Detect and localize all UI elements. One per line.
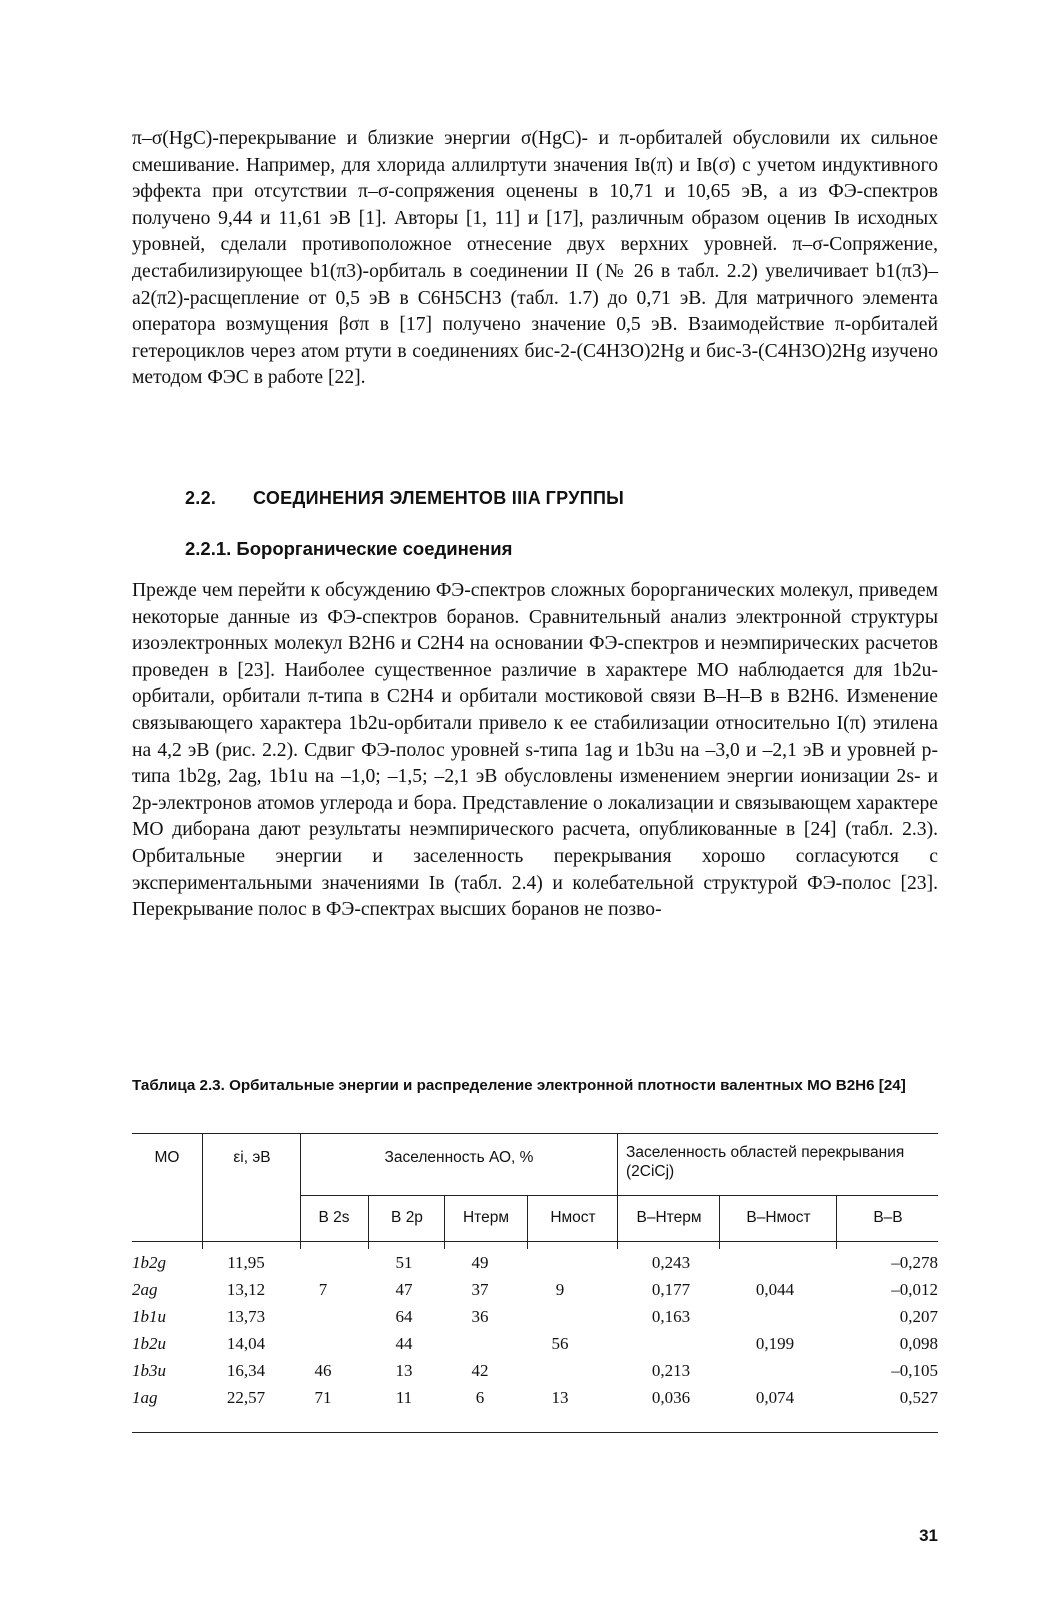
table-header-bottom-rule (132, 1241, 938, 1242)
table-col-divider (719, 1195, 720, 1249)
cell-b2p: 44 (395, 1334, 413, 1353)
cell-hmost: 56 (551, 1334, 569, 1353)
section-title: СОЕДИНЕНИЯ ЭЛЕМЕНТОВ IIIA ГРУППЫ (253, 488, 625, 508)
cell-hterm: 37 (471, 1280, 489, 1299)
cell-b2p: 51 (395, 1253, 413, 1272)
cell-bb: 0,207 (899, 1307, 938, 1326)
cell-hterm: 36 (471, 1307, 489, 1326)
table-row (0, 1253, 1049, 1279)
table-caption: Таблица 2.3. Орбитальные энергии и распределение электронной плотности валентных МО B2H6 [24] (132, 1077, 906, 1094)
cell-bhterm: 0,213 (651, 1361, 691, 1380)
cell-b2p: 47 (395, 1280, 413, 1299)
cell-hterm: 6 (475, 1388, 485, 1407)
table-header-overlap-population: Заселенность областей перекрывания (2CiCj) (626, 1144, 905, 1180)
cell-hterm: 49 (471, 1253, 489, 1272)
cell-mo: 2ag (132, 1280, 158, 1299)
cell-bhterm: 0,177 (651, 1280, 691, 1299)
cell-bb: –0,105 (891, 1361, 938, 1380)
paragraph-2: Прежде чем перейти к обсуждению ФЭ-спектров сложных борорганических молекул, приведем некоторые данные из ФЭ-спектров боранов. Сравнительный анализ электронной структуры изоэлектронных молекул B2H6 и C2H4 на основании ФЭ-спектров и неэмпирических расчетов проведен в [23]. Наиболее существенное различие в характере МО наблюдается для 1b2u-орбитали, орбитали π-типа в C2H4 и орбитали мостиковой связи B–H–B в B2H6. Изменение связывающего характера 1b2u-орбитали привело к ее стабилизации относительно I(π) этилена на 4,2 эВ (рис. 2.2). Сдвиг ФЭ-полос уровней s-типа 1ag и 1b3u на –3,0 и –2,1 эВ и уровней p-типа 1b2g, 2ag, 1b1u на –1,0; –1,5; –2,1 эВ обусловлены изменением энергии ионизации 2s- и 2p-электронов атомов углерода и бора. Представление о локализации и связывающем характере МО диборана дают результаты неэмпирического расчета, опубликованные в [24] (табл. 2.3). Орбитальные энергии и заселенность перекрывания хорошо согласуются с экспериментальными значениями Iв (табл. 2.4) и колебательной структурой ФЭ-полос [23]. Перекрывание полос в ФЭ-спектрах высших боранов не позво- (132, 580, 938, 921)
table-col-divider (617, 1133, 618, 1249)
cell-bhterm: 0,243 (651, 1253, 691, 1272)
table-bottom-rule (132, 1432, 938, 1433)
cell-b2s: 7 (318, 1280, 328, 1299)
cell-bhterm: 0,036 (651, 1388, 691, 1407)
table-col-divider (527, 1195, 528, 1249)
cell-b2p: 11 (395, 1388, 413, 1407)
table-subheader-bhterm: B–Hтерм (636, 1209, 702, 1226)
cell-hmost: 13 (551, 1388, 569, 1407)
table-header-energy: εi, эВ (233, 1149, 271, 1166)
cell-energy: 13,12 (226, 1280, 266, 1299)
table-col-divider (836, 1195, 837, 1249)
cell-bhmost: 0,199 (755, 1334, 795, 1353)
cell-b2s: 71 (314, 1388, 332, 1407)
cell-energy: 16,34 (226, 1361, 266, 1380)
cell-bhterm: 0,163 (651, 1307, 691, 1326)
cell-mo: 1ag (132, 1388, 158, 1407)
table-header-ao-population: Заселенность АО, % (384, 1149, 534, 1166)
table-subheader-b2p: B 2p (391, 1209, 423, 1226)
cell-mo: 1b3u (132, 1361, 166, 1380)
table-col-divider (368, 1195, 369, 1249)
cell-energy: 22,57 (226, 1388, 266, 1407)
table-col-divider (444, 1195, 445, 1249)
cell-mo: 1b1u (132, 1307, 166, 1326)
table-col-divider (300, 1133, 301, 1249)
table-row (0, 1334, 1049, 1360)
cell-b2p: 13 (395, 1361, 413, 1380)
table-subheader-hterm: Hтерм (462, 1209, 509, 1226)
cell-bb: –0,278 (891, 1253, 938, 1272)
table-subheader-hmost: Hмост (550, 1209, 596, 1226)
cell-bb: –0,012 (891, 1280, 938, 1299)
table-subheader-bhmost: B–Hмост (746, 1209, 811, 1226)
section-heading (185, 488, 624, 509)
cell-hmost: 9 (555, 1280, 565, 1299)
table-subheader-bb: B–B (873, 1209, 903, 1226)
cell-b2s: 46 (314, 1361, 332, 1380)
table-subheader-b2s: B 2s (318, 1209, 350, 1226)
table-row (0, 1307, 1049, 1333)
cell-mo: 1b2u (132, 1334, 166, 1353)
cell-energy: 11,95 (227, 1253, 265, 1272)
cell-bb: 0,098 (899, 1334, 938, 1353)
cell-b2p: 64 (395, 1307, 413, 1326)
cell-energy: 14,04 (226, 1334, 266, 1353)
table-row (0, 1388, 1049, 1414)
section-number: 2.2. (185, 488, 217, 508)
table-header-mo: МО (154, 1149, 180, 1166)
table-top-rule (132, 1133, 938, 1134)
page-number: 31 (919, 1526, 938, 1545)
cell-bhmost: 0,074 (755, 1388, 795, 1407)
cell-energy: 13,73 (226, 1307, 266, 1326)
table-row (0, 1361, 1049, 1387)
paragraph-1: π–σ(HgC)-перекрывание и близкие энергии σ(HgC)- и π-орбиталей обусловили их сильное смешивание. Например, для хлорида аллилртути значения Iв(π) и Iв(σ) с учетом индуктивного эффекта при отсутствии π–σ-сопряжения оценены в 10,71 и 10,65 эВ, а из ФЭ-спектров получено 9,44 и 11,61 эВ [1]. Авторы [1, 11] и [17], различным образом оценив Iв исходных уровней, сделали противоположное отнесение двух верхних уровней. π–σ-Сопряжение, дестабилизирующее b1(π3)-орбиталь в соединении II (№ 26 в табл. 2.2) увеличивает b1(π3)–a2(π2)-расщепление от 0,5 эВ в C6H5CH3 (табл. 1.7) до 0,71 эВ. Для матричного элемента оператора возмущения βσπ в [17] получено значение 0,5 эВ. Взаимодействие π-орбиталей гетероциклов через атом ртути в соединениях бис-2-(C4H3O)2Hg и бис-3-(C4H3O)2Hg изучено методом ФЭС в работе [22]. (132, 128, 938, 389)
table-subheader-rule (300, 1195, 938, 1196)
table-col-divider (202, 1133, 203, 1249)
subsection-heading: 2.2.1. Борорганические соединения (185, 538, 513, 559)
cell-hterm: 42 (471, 1361, 489, 1380)
table-row (0, 1280, 1049, 1306)
cell-bhmost: 0,044 (755, 1280, 795, 1299)
cell-bb: 0,527 (899, 1388, 938, 1407)
cell-mo: 1b2g (132, 1253, 166, 1272)
